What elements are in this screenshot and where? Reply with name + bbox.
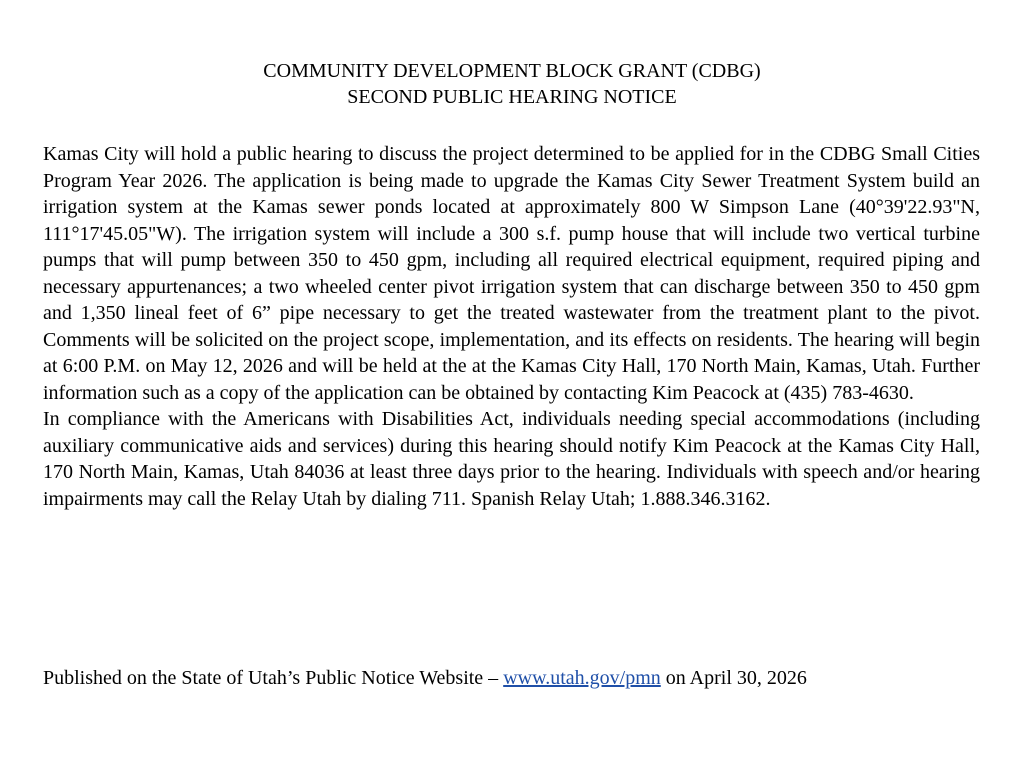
published-suffix: on April 30, 2026 (660, 667, 807, 689)
published-line (43, 665, 980, 691)
pmn-website-link[interactable]: www.utah.gov/pmn (503, 667, 661, 689)
ada-paragraph: In compliance with the Americans with Disabilities Act, individuals needing special accommodations (including auxiliary communicative aids and services) during this hearing should notify Kim Peacock at the Kamas City Hall, 170 North Main, Kamas, Utah 84036 at least three days prior to the hearing. Individuals with speech and/or hearing impairments may call the Relay Utah by dialing 711. Spanish Relay Utah; 1.888.346.3162. (43, 408, 980, 510)
notice-body (43, 141, 980, 512)
title-line-2: SECOND PUBLIC HEARING NOTICE (347, 86, 677, 108)
title-line-1: COMMUNITY DEVELOPMENT BLOCK GRANT (CDBG) (263, 60, 761, 82)
published-prefix: Published on the State of Utah’s Public Notice Website – (43, 667, 504, 689)
notice-title (0, 58, 1024, 110)
hearing-paragraph: Kamas City will hold a public hearing to discuss the project determined to be applied for in the CDBG Small Cities Program Year 2026. The application is being made to upgrade the Kamas City Sewer Treatment System build an irrigation system at the Kamas sewer ponds located at approximately 800 W Simpson Lane (40°39'22.93"N, 111°17'45.05"W). The irrigation system will include a 300 s.f. pump house that will include two vertical turbine pumps that will pump between 350 to 450 gpm, including all required electrical equipment, required piping and necessary appurtenances; a two wheeled center pivot irrigation system that can discharge between 350 to 450 gpm and 1,350 lineal feet of 6” pipe necessary to get the treated wastewater from the treatment plant to the pivot. Comments will be solicited on the project scope, implementation, and its effects on residents. The hearing will begin at 6:00 P.M. on May 12, 2026 and will be held at the at the Kamas City Hall, 170 North Main, Kamas, Utah. Further information such as a copy of the application can be obtained by contacting Kim Peacock at (435) 783-4630. (43, 143, 980, 404)
